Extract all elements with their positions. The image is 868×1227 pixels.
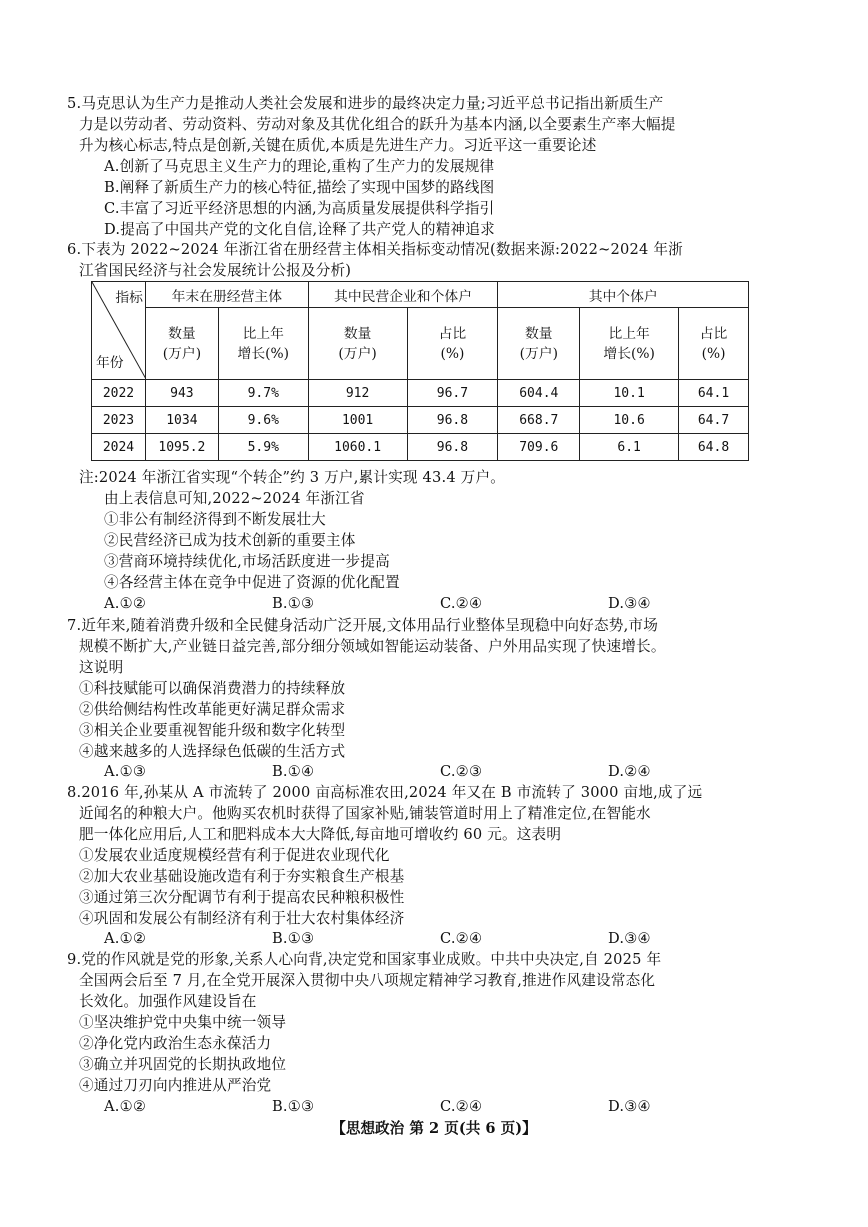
- data-table: [91, 281, 749, 461]
- table-cell: 1034: [145, 407, 218, 434]
- table-cell: 1001: [308, 407, 407, 434]
- question-9-line: 9.党的作风就是党的形象,关系人心向背,决定党和国家事业成败。中共中央决定,自 2025 年: [67, 951, 662, 968]
- statement-1: ①非公有制经济得到不断发展壮大: [104, 511, 326, 528]
- table-cell: 2022: [92, 380, 146, 407]
- question-8-line: 近闻名的种粮大户。他购买农机时获得了国家补贴,铺装管道时用上了精准定位,在智能水: [79, 805, 651, 822]
- table-row: [92, 407, 749, 434]
- choice-c: C.②④: [440, 930, 483, 947]
- table-cell: 96.7: [407, 380, 498, 407]
- statement-1: ①发展农业适度规模经营有利于促进农业现代化: [79, 847, 390, 864]
- choice-c: C.②③: [440, 763, 483, 780]
- statement-2: ②供给侧结构性改革能更好满足群众需求: [79, 701, 346, 718]
- table-cell: 64.7: [679, 407, 749, 434]
- statement-3: ③相关企业要重视智能升级和数字化转型: [79, 722, 346, 739]
- option-c: C.丰富了习近平经济思想的内涵,为高质量发展提供科学指引: [104, 200, 495, 217]
- table-cell: 96.8: [407, 407, 498, 434]
- table-cell: 1060.1: [308, 434, 407, 461]
- table-cell: 9.6%: [218, 407, 308, 434]
- choice-b: B.①③: [272, 1098, 315, 1115]
- statement-4: ④越来越多的人选择绿色低碳的生活方式: [79, 743, 346, 760]
- question-6-line: 江省国民经济与社会发展统计公报及分析): [79, 262, 352, 279]
- choice-b: B.①④: [272, 763, 315, 780]
- choice-a: A.①②: [104, 930, 147, 947]
- table-cell: 668.7: [498, 407, 580, 434]
- question-7-line: 规模不断扩大,产业链日益完善,部分细分领域如智能运动装备、户外用品实现了快速增长。: [79, 638, 666, 655]
- sub-header: 数量 (万户): [308, 308, 407, 380]
- question-6-stem: 由上表信息可知,2022~2024 年浙江省: [104, 490, 365, 507]
- table-cell: 9.7%: [218, 380, 308, 407]
- statement-4: ④巩固和发展公有制经济有利于壮大农村集体经济: [79, 910, 405, 927]
- question-5-line: 升为核心标志,特点是创新,关键在质优,本质是先进生产力。习近平这一重要论述: [79, 137, 597, 154]
- statement-4: ④各经营主体在竞争中促进了资源的优化配置: [104, 574, 400, 591]
- question-7-line: 这说明: [79, 659, 124, 676]
- question-8-line: 8.2016 年,孙某从 A 市流转了 2000 亩高标准农田,2024 年又在 B 市流转了 3000 亩地,成了远: [67, 784, 703, 801]
- sub-header: 数量 (万户): [498, 308, 580, 380]
- table-cell: 943: [145, 380, 218, 407]
- choice-c: C.②④: [440, 595, 483, 612]
- statement-1: ①科技赋能可以确保消费潜力的持续释放: [79, 680, 346, 697]
- choice-a: A.①②: [104, 1098, 147, 1115]
- table-cell: 912: [308, 380, 407, 407]
- group-header: 其中民营企业和个体户: [308, 282, 498, 308]
- table-cell: 10.6: [580, 407, 679, 434]
- table-cell: 1095.2: [145, 434, 218, 461]
- table-cell: 64.1: [679, 380, 749, 407]
- choice-b: B.①③: [272, 930, 315, 947]
- table-cell: 96.8: [407, 434, 498, 461]
- table-row: [92, 380, 749, 407]
- choice-b: B.①③: [272, 595, 315, 612]
- table-cell: 10.1: [580, 380, 679, 407]
- group-header: 年末在册经营主体: [145, 282, 308, 308]
- question-5-line: 5.马克思认为生产力是推动人类社会发展和进步的最终决定力量;习近平总书记指出新质生产: [67, 95, 664, 112]
- choice-c: C.②④: [440, 1098, 483, 1115]
- question-9-line: 全国两会后至 7 月,在全党开展深入贯彻中央八项规定精神学习教育,推进作风建设常态化: [79, 972, 656, 989]
- table-cell: 604.4: [498, 380, 580, 407]
- sub-header: 数量 (万户): [145, 308, 218, 380]
- table-cell: 709.6: [498, 434, 580, 461]
- table-cell: 64.8: [679, 434, 749, 461]
- statement-2: ②加大农业基础设施改造有利于夯实粮食生产根基: [79, 868, 405, 885]
- sub-header: 比上年 增长(%): [580, 308, 679, 380]
- statement-3: ③通过第三次分配调节有利于提高农民种粮积极性: [79, 889, 405, 906]
- sub-header: 占比 (%): [679, 308, 749, 380]
- sub-header: 比上年 增长(%): [218, 308, 308, 380]
- table-corner-cell: [92, 282, 146, 380]
- choice-d: D.③④: [608, 930, 651, 947]
- statement-2: ②民营经济已成为技术创新的重要主体: [104, 532, 356, 549]
- table-note: 注:2024 年浙江省实现“个转企”约 3 万户,累计实现 43.4 万户。: [79, 469, 506, 486]
- table-cell: 2023: [92, 407, 146, 434]
- group-header: 其中个体户: [498, 282, 749, 308]
- statement-1: ①坚决维护党中央集中统一领导: [79, 1014, 287, 1031]
- choice-d: D.③④: [608, 1098, 651, 1115]
- question-7-line: 7.近年来,随着消费升级和全民健身活动广泛开展,文体用品行业整体呈现稳中向好态势,市场: [67, 617, 659, 634]
- choice-d: D.②④: [608, 763, 651, 780]
- question-6-line: 6.下表为 2022~2024 年浙江省在册经营主体相关指标变动情况(数据来源:2022~2024 年浙: [67, 241, 683, 258]
- statement-3: ③确立并巩固党的长期执政地位: [79, 1056, 287, 1073]
- statement-4: ④通过刀刃向内推进从严治党: [79, 1077, 272, 1094]
- table-cell: 5.9%: [218, 434, 308, 461]
- option-d: D.提高了中国共产党的文化自信,诠释了共产党人的精神追求: [104, 221, 495, 238]
- table-cell: 2024: [92, 434, 146, 461]
- table-cell: 6.1: [580, 434, 679, 461]
- corner-label-year: 年份: [96, 355, 124, 371]
- page-footer: 【思想政治 第 2 页(共 6 页)】: [331, 1120, 537, 1137]
- choice-d: D.③④: [608, 595, 651, 612]
- question-9-line: 长效化。加强作风建设旨在: [79, 993, 257, 1010]
- question-5-line: 力是以劳动者、劳动资料、劳动对象及其优化组合的跃升为基本内涵,以全要素生产率大幅提: [79, 116, 676, 133]
- corner-label-indicator: 指标: [115, 290, 143, 306]
- option-b: B.阐释了新质生产力的核心特征,描绘了实现中国梦的路线图: [104, 179, 495, 196]
- sub-header: 占比 (%): [407, 308, 498, 380]
- statement-3: ③营商环境持续优化,市场活跃度进一步提高: [104, 553, 390, 570]
- choice-a: A.①③: [104, 763, 147, 780]
- question-8-line: 肥一体化应用后,人工和肥料成本大大降低,每亩地可增收约 60 元。这表明: [79, 826, 562, 843]
- option-a: A.创新了马克思主义生产力的理论,重构了生产力的发展规律: [104, 158, 495, 175]
- statement-2: ②净化党内政治生态永葆活力: [79, 1035, 272, 1052]
- choice-a: A.①②: [104, 595, 147, 612]
- table-row: [92, 434, 749, 461]
